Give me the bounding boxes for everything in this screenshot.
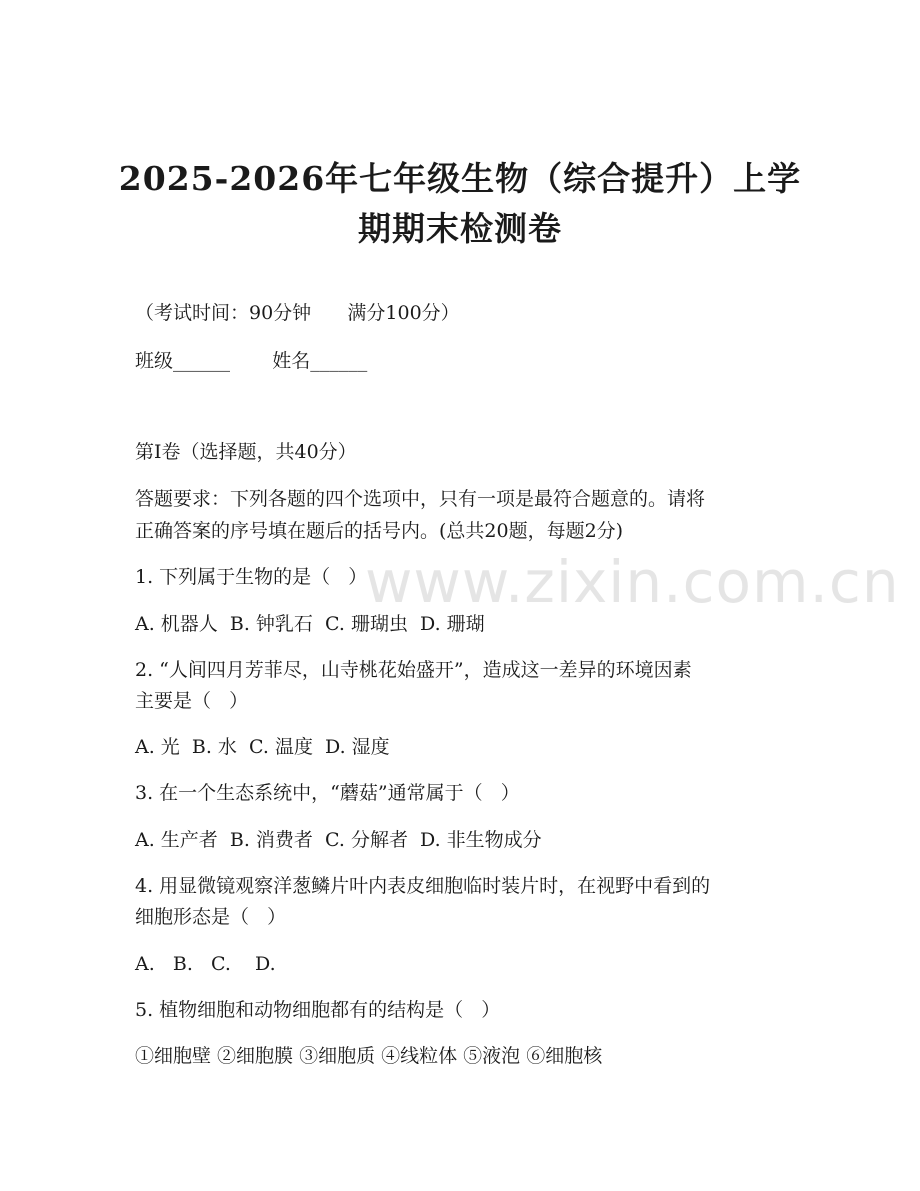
question-2-stem-line-1: 2. “人间四月芳菲尽，山寺桃花始盛开”，造成这一差异的环境因素 <box>135 659 692 681</box>
watermark-text: www.zixin.com.cn <box>365 548 900 616</box>
question-3-options: A. 生产者 B. 消费者 C. 分解者 D. 非生物成分 <box>135 829 542 851</box>
exam-title-line-2: 期期末检测卷 <box>358 209 562 248</box>
question-2-stem-line-2: 主要是（ ） <box>135 690 249 712</box>
instructions-line-2: 正确答案的序号填在题后的括号内。(总共20题，每题2分) <box>135 520 624 542</box>
question-5-options: ①细胞壁 ②细胞膜 ③细胞质 ④线粒体 ⑤液泡 ⑥细胞核 <box>135 1045 603 1067</box>
student-info: 班级______ 姓名______ <box>135 350 368 372</box>
instructions-line-1: 答题要求：下列各题的四个选项中，只有一项是最符合题意的。请将 <box>135 488 706 510</box>
question-4-stem-line-2: 细胞形态是（ ） <box>135 906 287 928</box>
question-5-stem: 5. 植物细胞和动物细胞都有的结构是（ ） <box>135 999 501 1021</box>
question-4-options: A. B. C. D. <box>135 953 276 975</box>
question-1-stem: 1. 下列属于生物的是（ ） <box>135 566 368 588</box>
question-2-options: A. 光 B. 水 C. 温度 D. 湿度 <box>135 736 390 758</box>
question-4-stem-line-1: 4. 用显微镜观察洋葱鳞片叶内表皮细胞临时装片时，在视野中看到的 <box>135 875 711 897</box>
section-heading: 第Ⅰ卷（选择题，共40分） <box>135 441 357 463</box>
question-3-stem: 3. 在一个生态系统中，“蘑菇”通常属于（ ） <box>135 782 520 804</box>
exam-title-line-1: 2025-2026年七年级生物（综合提升）上学 <box>118 159 802 198</box>
question-1-options: A. 机器人 B. 钟乳石 C. 珊瑚虫 D. 珊瑚 <box>135 613 485 635</box>
exam-info: （考试时间：90分钟 满分100分） <box>135 302 460 324</box>
